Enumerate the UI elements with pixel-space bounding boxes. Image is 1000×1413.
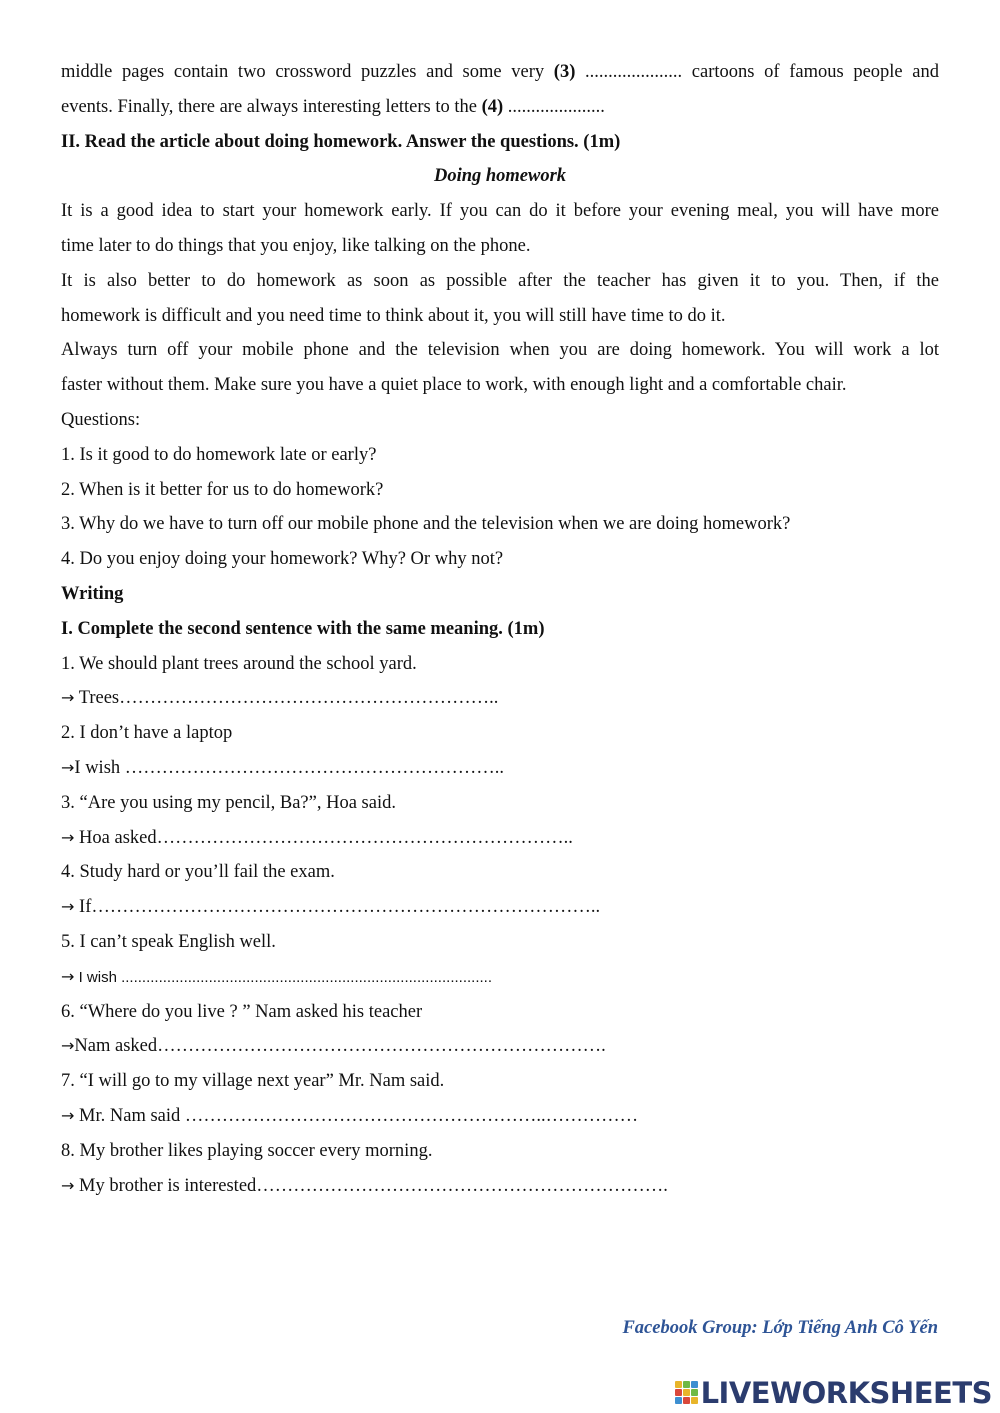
arrow-right-icon: →: [61, 827, 75, 847]
section-heading: II. Read the article about doing homework. Answer the questions. (1m): [61, 131, 621, 152]
writing-prompt: 3. “Are you using my pencil, Ba?”, Hoa said.: [61, 792, 396, 813]
question-item: 1. Is it good to do homework late or early?: [61, 444, 377, 465]
writing-task-heading: I. Complete the second sentence with the same meaning. (1m): [61, 618, 545, 639]
liveworksheets-brand[interactable]: [675, 1376, 992, 1410]
arrow-right-icon: →: [61, 1036, 75, 1056]
arrow-right-icon: →: [61, 688, 75, 708]
writing-prompt: 5. I can’t speak English well.: [61, 931, 276, 952]
liveworksheets-logo-icon: [675, 1379, 699, 1407]
writing-prompt: 6. “Where do you live ? ” Nam asked his teacher: [61, 1001, 423, 1022]
article-title: Doing homework: [433, 166, 567, 187]
writing-prompt: 2. I don’t have a laptop: [61, 723, 233, 744]
writing-heading: Writing: [61, 583, 124, 604]
reading-line: events. Finally, there are always interesting letters to the (4) .....................: [61, 96, 605, 117]
question-item: 3. Why do we have to turn off our mobile phone and the television when we are doing homework?: [61, 514, 791, 535]
questions-label: Questions:: [61, 409, 141, 430]
answer-line[interactable]: → Mr. Nam said …………………………………………………..……………: [61, 1105, 639, 1126]
writing-prompt: 1. We should plant trees around the school yard.: [61, 653, 417, 674]
arrow-right-icon: →: [61, 897, 75, 917]
writing-prompt: 7. “I will go to my village next year” Mr. Nam said.: [61, 1071, 445, 1092]
article-line: It is also better to do homework as soon as possible after the teacher has given it to you. Then, if the: [61, 270, 939, 291]
answer-line[interactable]: → If………………………………………………………………………..: [61, 897, 601, 918]
writing-prompt: 8. My brother likes playing soccer every morning.: [61, 1140, 433, 1161]
answer-line[interactable]: → Trees……………………………………………………..: [61, 688, 499, 709]
reading-line: middle pages contain two crossword puzzles and some very (3) ..................... cartoons of famous people and: [61, 62, 939, 82]
arrow-right-icon: →: [61, 1105, 75, 1125]
answer-line[interactable]: → I wish .........................................................................................: [61, 966, 492, 986]
writing-prompt: 4. Study hard or you’ll fail the exam.: [61, 862, 335, 883]
question-item: 4. Do you enjoy doing your homework? Why? Or why not?: [61, 549, 504, 570]
answer-line[interactable]: →I wish ……………………………………………………..: [61, 757, 505, 778]
arrow-right-icon: →: [61, 757, 75, 777]
article-line: homework is difficult and you need time to think about it, you will still have time to do it.: [61, 305, 726, 326]
worksheet-page: [61, 55, 939, 1203]
liveworksheets-wordmark: LIVEWORKSHEETS: [700, 1376, 992, 1410]
article-line: Always turn off your mobile phone and the television when you are doing homework. You will work a lot: [61, 340, 939, 361]
question-item: 2. When is it better for us to do homework?: [61, 479, 384, 500]
arrow-right-icon: →: [61, 966, 75, 986]
article-line: faster without them. Make sure you have a quiet place to work, with enough light and a comfortable chair.: [61, 375, 847, 396]
answer-line[interactable]: → Hoa asked…………………………………………………………..: [61, 827, 573, 848]
article-line: It is a good idea to start your homework early. If you can do it before your evening meal, you will have more: [61, 201, 939, 222]
facebook-group-credit: Facebook Group: Lớp Tiếng Anh Cô Yến: [622, 1318, 938, 1338]
answer-line[interactable]: → My brother is interested………………………………………………………….: [61, 1175, 668, 1196]
arrow-right-icon: →: [61, 1175, 75, 1195]
answer-line[interactable]: →Nam asked……………………………………………………………….: [61, 1036, 606, 1057]
article-line: time later to do things that you enjoy, like talking on the phone.: [61, 235, 531, 256]
